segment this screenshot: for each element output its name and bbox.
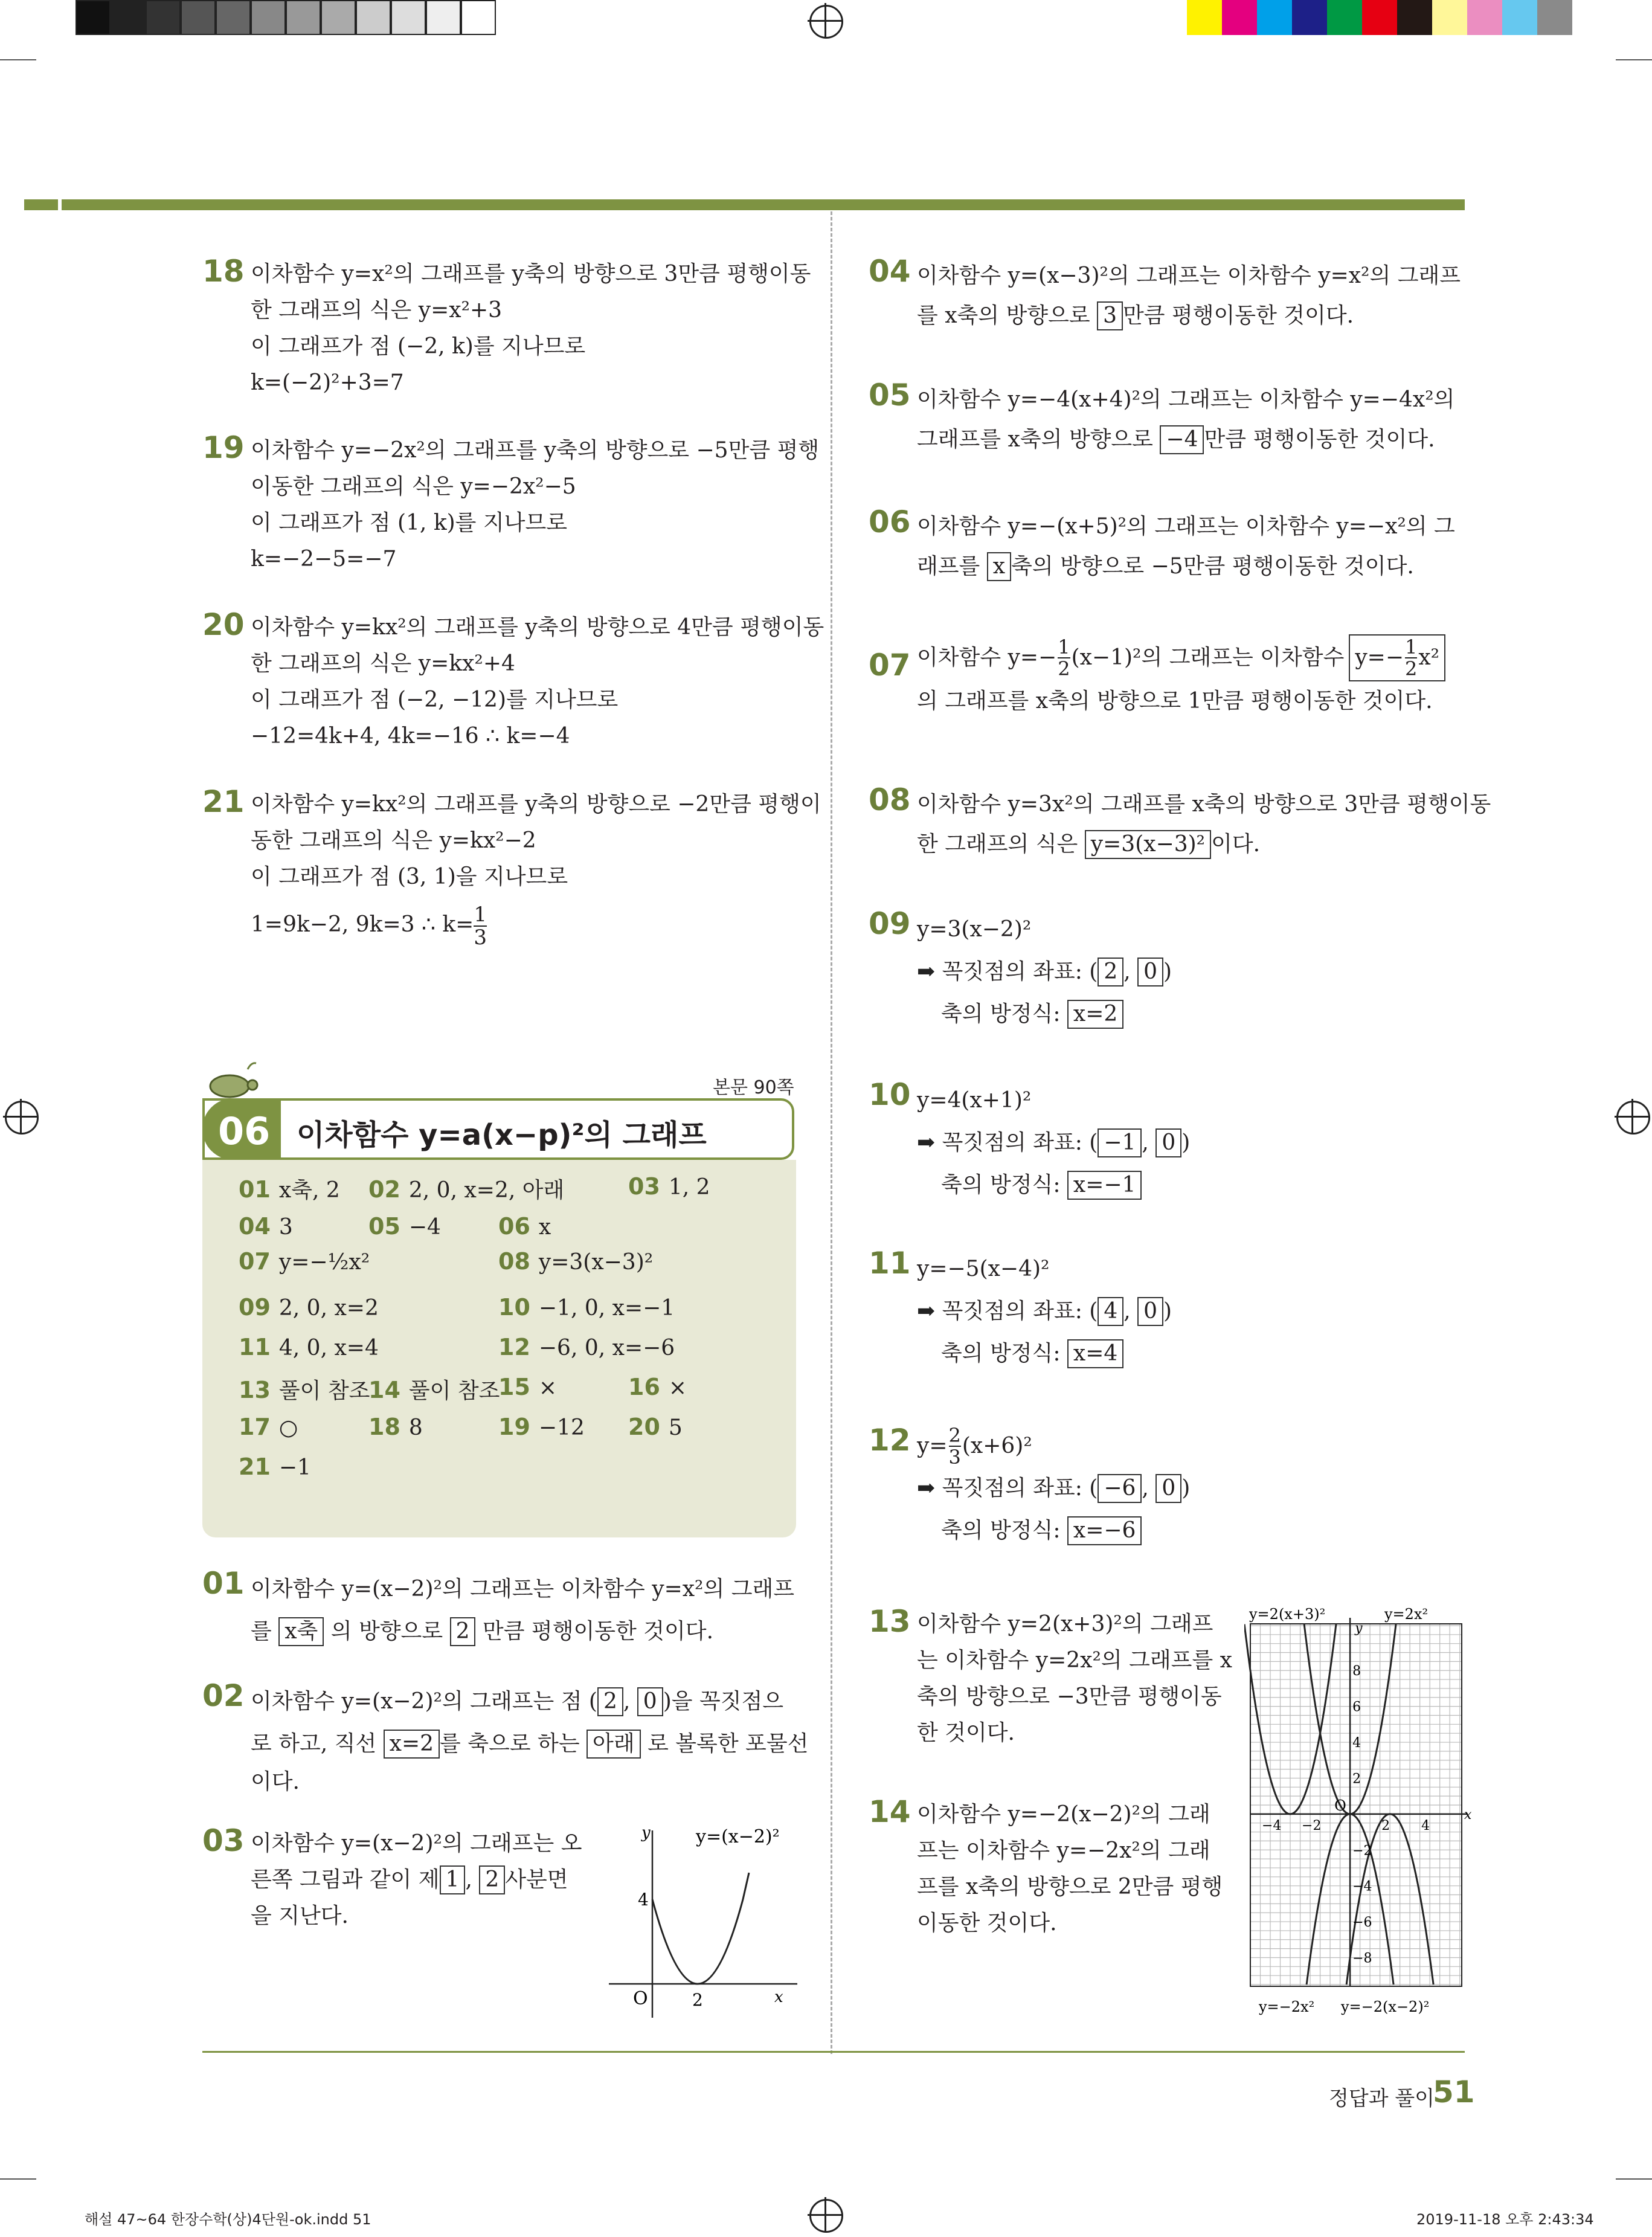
summary-answer-07 [239, 1248, 370, 1275]
registration-mark-top [809, 5, 843, 39]
summary-number: 04 [239, 1213, 271, 1240]
y-tick-label: 8 [1352, 1664, 1361, 1679]
summary-answer-18 [368, 1414, 423, 1440]
summary-answer-13 [239, 1374, 370, 1405]
vertex-line: ➡ 꼭짓점의 좌표: ( −6 , 0 ) [917, 1467, 1190, 1510]
curve-label: y=−2(x−2)² [1341, 1998, 1430, 2015]
crop-mark [1616, 2178, 1652, 2180]
summary-value: 5 [668, 1415, 683, 1440]
footer-label: 정답과 풀이 [1329, 2087, 1435, 2111]
y-tick-label: −6 [1352, 1915, 1372, 1931]
summary-value: −12 [538, 1415, 585, 1440]
color-swatch [1257, 0, 1292, 35]
problem-number: 10 [869, 1077, 911, 1112]
gray-swatch [391, 0, 426, 35]
section-title: 이차함수 y=a(x−p)²의 그래프 [297, 1118, 707, 1152]
summary-number: 16 [628, 1374, 660, 1400]
problem-number: 09 [869, 906, 911, 941]
gray-swatch [76, 0, 111, 35]
summary-answer-03 [628, 1173, 710, 1200]
arrow-icon: ➡ [917, 1130, 936, 1155]
summary-answer-01 [239, 1173, 340, 1204]
summary-answer-09 [239, 1294, 379, 1321]
summary-answer-08 [498, 1248, 653, 1275]
summary-value: −1, 0, x=−1 [538, 1296, 675, 1321]
x-tick-label: 2 [1381, 1818, 1390, 1833]
y-tick-label: −4 [1352, 1879, 1372, 1894]
gray-swatch [356, 0, 391, 35]
graph-problems-13-14 [1244, 1607, 1474, 2024]
parabola-curve [652, 1873, 749, 1984]
tick-label: 4 [638, 1890, 649, 1910]
tick-label: 2 [692, 1990, 703, 2010]
summary-value: 3 [278, 1215, 293, 1240]
summary-number: 01 [239, 1176, 271, 1203]
problem-number: 11 [869, 1246, 911, 1281]
summary-value: × [668, 1376, 687, 1400]
gray-swatch [426, 0, 461, 35]
color-swatch [1222, 0, 1257, 35]
summary-answer-20 [628, 1414, 683, 1440]
color-swatch [1292, 0, 1327, 35]
color-swatch [1362, 0, 1397, 35]
gray-swatch [111, 0, 146, 35]
y-tick-label: 4 [1352, 1736, 1361, 1751]
curve-label: y=−2x² [1259, 1998, 1315, 2015]
y-axis-label: y [1355, 1621, 1363, 1636]
gray-swatch [146, 0, 181, 35]
curve-label: y=2(x+3)² [1249, 1607, 1326, 1623]
column-divider [831, 211, 832, 2054]
top-rule [24, 199, 1465, 210]
summary-number: 07 [239, 1248, 271, 1275]
summary-value: −6, 0, x=−6 [538, 1336, 675, 1360]
curve-label: y=2x² [1384, 1607, 1429, 1623]
x-tick-label: 4 [1421, 1818, 1430, 1833]
equation: y= $\frac{2}{3}$ (x+6)² [917, 1424, 1032, 1469]
arrow-icon: ➡ [917, 1299, 936, 1324]
summary-number: 12 [498, 1334, 530, 1360]
y-tick-label: −8 [1352, 1951, 1372, 1966]
y-axis-label: y [641, 1824, 651, 1842]
summary-answer-14 [368, 1374, 500, 1405]
summary-answer-04 [239, 1213, 293, 1240]
summary-number: 14 [368, 1377, 400, 1403]
color-swatch [1397, 0, 1432, 35]
summary-value: x [538, 1215, 551, 1240]
curve-label: y=(x−2)² [696, 1826, 780, 1847]
gray-swatch [181, 0, 216, 35]
x-tick-label: −4 [1262, 1818, 1282, 1833]
graph-problem-03 [604, 1824, 803, 2024]
color-swatch [1187, 0, 1222, 35]
summary-number: 06 [498, 1213, 530, 1240]
summary-value: 1, 2 [668, 1175, 710, 1200]
turtle-icon [205, 1057, 260, 1099]
summary-value: 2, 0, x=2, 아래 [408, 1178, 565, 1203]
summary-number: 02 [368, 1176, 400, 1203]
gray-swatch [321, 0, 356, 35]
gray-swatch [216, 0, 251, 35]
section-header [202, 1098, 794, 1160]
answer-summary [202, 1160, 796, 1537]
section-number: 06 [218, 1109, 271, 1153]
crop-mark [0, 2178, 36, 2180]
summary-value: 풀이 참조 [278, 1379, 370, 1403]
page-number: 51 [1433, 2074, 1475, 2110]
summary-answer-19 [498, 1414, 585, 1440]
summary-number: 15 [498, 1374, 530, 1400]
summary-answer-17 [239, 1414, 298, 1440]
summary-number: 19 [498, 1414, 530, 1440]
summary-value: x축, 2 [278, 1178, 340, 1203]
x-axis-label: x [1464, 1807, 1472, 1823]
color-swatch [1467, 0, 1502, 35]
equation: y=3(x−2)² [917, 917, 1032, 942]
summary-number: 08 [498, 1248, 530, 1275]
summary-answer-15 [498, 1374, 557, 1400]
summary-value: y=3(x−3)² [538, 1250, 654, 1275]
summary-answer-10 [498, 1294, 675, 1321]
summary-value: 8 [408, 1415, 423, 1440]
y-tick-label: 6 [1352, 1699, 1361, 1715]
summary-answer-06 [498, 1213, 551, 1240]
summary-answer-12 [498, 1334, 675, 1360]
gray-swatch [251, 0, 286, 35]
problem-number: 12 [869, 1423, 911, 1458]
origin-label: O [633, 1988, 648, 2009]
summary-answer-02 [368, 1173, 564, 1204]
print-date: 2019-11-18 오후 2:43:34 [1416, 2211, 1594, 2228]
summary-number: 05 [368, 1213, 400, 1240]
equation: y=−5(x−4)² [917, 1257, 1050, 1281]
summary-number: 10 [498, 1294, 530, 1321]
summary-answer-05 [368, 1213, 441, 1240]
x-tick-label: −2 [1302, 1818, 1322, 1833]
summary-number: 21 [239, 1453, 271, 1480]
axis-line: 축의 방정식: x=−6 [917, 1510, 1190, 1552]
gray-swatch [461, 0, 496, 35]
summary-number: 13 [239, 1377, 271, 1403]
color-swatch [1537, 0, 1572, 35]
summary-number: 11 [239, 1334, 271, 1360]
axis-line: 축의 방정식: x=2 [917, 993, 1172, 1035]
arrow-icon: ➡ [917, 959, 936, 984]
summary-value: 4, 0, x=4 [278, 1336, 379, 1360]
gray-swatch [286, 0, 321, 35]
crop-mark [0, 59, 36, 60]
summary-value: ○ [278, 1415, 298, 1440]
page-reference: 본문 90쪽 [713, 1077, 794, 1098]
summary-value: −4 [408, 1215, 441, 1240]
color-swatch [1502, 0, 1537, 35]
file-info: 해설 47~64 한장수학(상)4단원-ok.indd 51 [85, 2211, 371, 2228]
summary-value: 풀이 참조 [408, 1379, 500, 1403]
color-swatch [1327, 0, 1362, 35]
registration-mark-left [5, 1101, 39, 1135]
arrow-icon: ➡ [917, 1476, 936, 1501]
summary-number: 20 [628, 1414, 660, 1440]
summary-answer-21 [239, 1453, 311, 1480]
summary-answer-11 [239, 1334, 379, 1360]
x-axis-label: x [774, 1988, 783, 2006]
summary-value: y=−½x² [278, 1250, 370, 1275]
equation: y=4(x+1)² [917, 1088, 1032, 1113]
crop-mark [1616, 59, 1652, 60]
vertex-line: ➡ 꼭짓점의 좌표: ( 4 , 0 ) [917, 1290, 1172, 1333]
summary-number: 18 [368, 1414, 400, 1440]
summary-number: 09 [239, 1294, 271, 1321]
registration-mark-bottom [809, 2199, 843, 2233]
summary-value: × [538, 1376, 558, 1400]
summary-value: 2, 0, x=2 [278, 1296, 379, 1321]
summary-value: −1 [278, 1455, 311, 1480]
y-tick-label: 2 [1352, 1771, 1361, 1787]
registration-mark-right [1616, 1101, 1650, 1135]
vertex-line: ➡ 꼭짓점의 좌표: ( −1 , 0 ) [917, 1122, 1190, 1164]
summary-answer-16 [628, 1374, 687, 1400]
y-tick-label: −2 [1352, 1843, 1372, 1859]
axis-line: 축의 방정식: x=4 [917, 1333, 1172, 1375]
axis-line: 축의 방정식: x=−1 [917, 1164, 1190, 1206]
color-swatch [1432, 0, 1467, 35]
summary-number: 17 [239, 1414, 271, 1440]
vertex-line: ➡ 꼭짓점의 좌표: ( 2 , 0 ) [917, 951, 1172, 993]
bottom-rule [202, 2051, 1465, 2053]
origin-label: O [1334, 1797, 1346, 1814]
summary-number: 03 [628, 1173, 660, 1200]
